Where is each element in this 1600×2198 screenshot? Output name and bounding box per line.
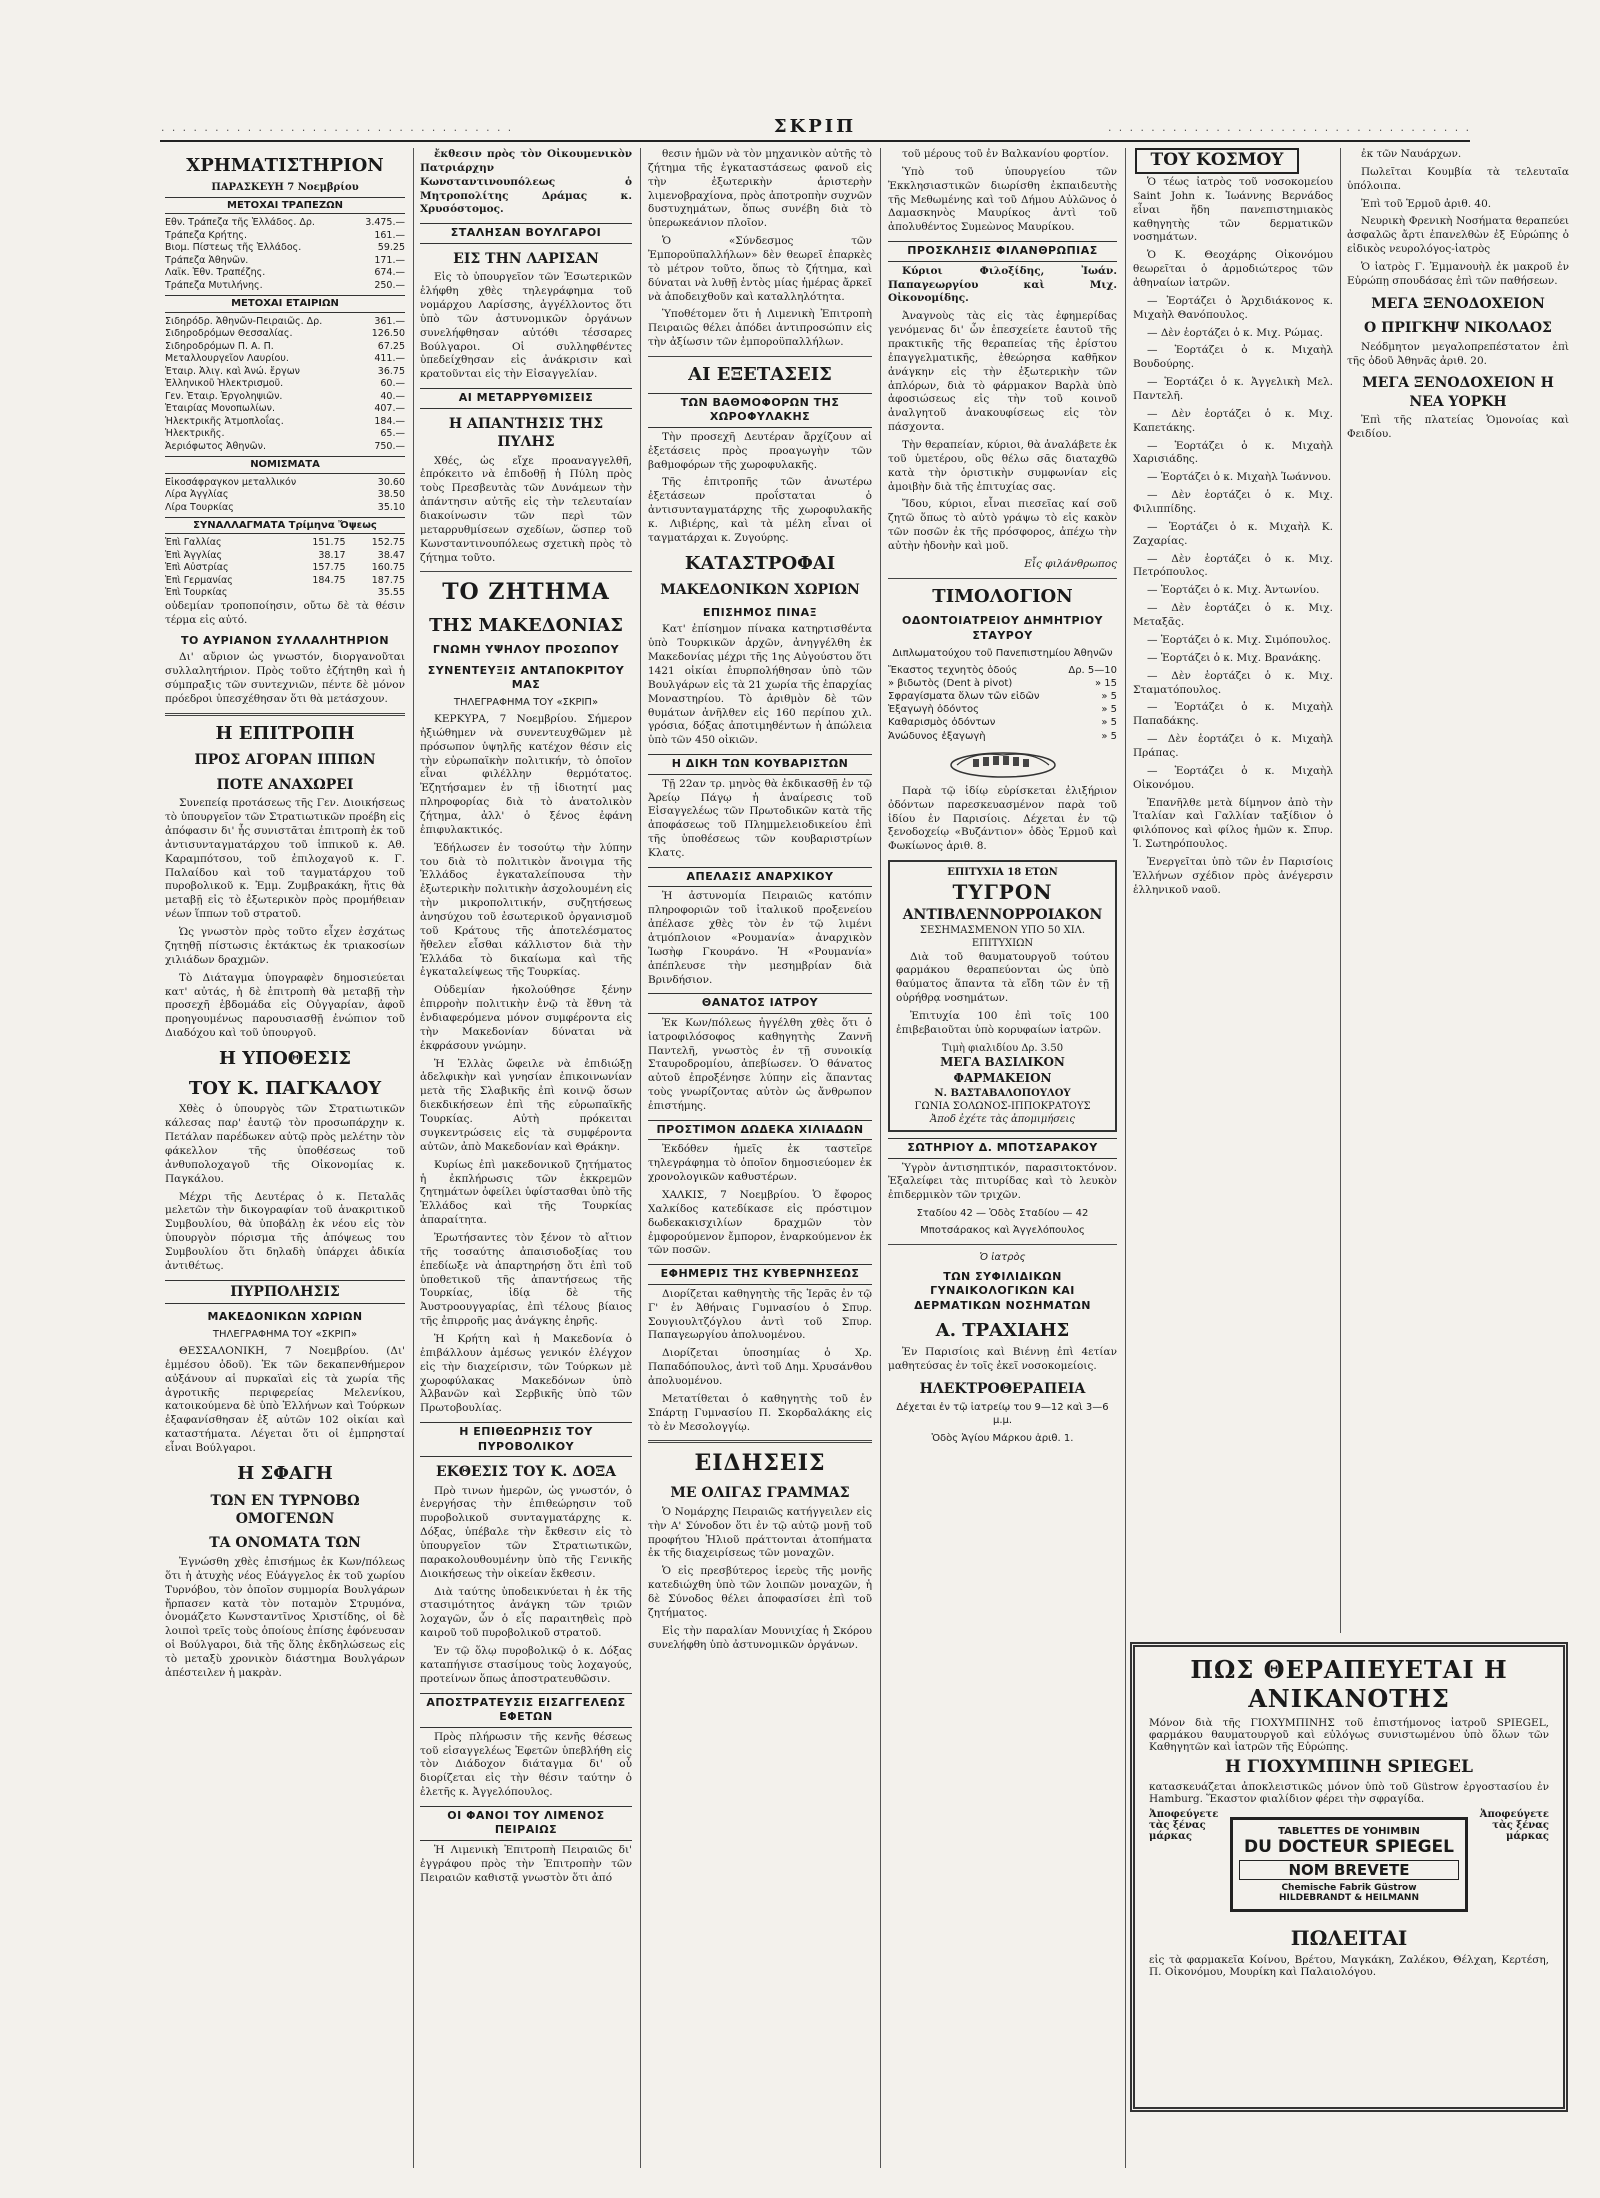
label-line-5: HILDEBRANDT & HEILMANN — [1279, 1893, 1419, 1903]
port-text: Ἡ Λιμενικὴ Ἐπιτροπὴ Πειραιῶς δι' ἐγγράφου πρὸς τὴν Ἐπιτροπὴν τῶν Πειραιῶν καθιστᾷ γνωστὸν ὅτι ἀπό — [420, 1844, 632, 1884]
ad-heading: Ο ΠΡΙΓΚΗΨ ΝΙΚΟΛΑΟΣ — [1364, 320, 1552, 337]
pharmacy-sub: Ν. ΒΑΣΤΑΒΑΛΟΠΟΥΛΟΥ — [934, 1087, 1071, 1099]
welcome-text2: Τὴν θεραπείαν, κύριοι, θὰ ἀναλάβετε ἐκ τοῦ ὑμετέρου, οὓς θέλω σᾶς διαταχθῶ κατὰ τὴν ὁριστικὴν συμφωνίαν εἰς ἀμοιβὴν διὰ τῆς ἐπιτυχίας σας. — [888, 438, 1117, 493]
price-row — [888, 664, 1117, 677]
doctor-text: Ἐν Παρισίοις καὶ Βιέννῃ ἐπὶ 4ετίαν μαθητεύσας ἐν τοῖς ἐκεῖ νοσοκομείοις. — [888, 1346, 1117, 1372]
price-name: Ἔκαστος τεχνητὸς ὀδούς — [888, 664, 1018, 676]
exams-title: ΑΠΟΣΤΡΑΤΕΥΣΙΣ ΕΙΣΑΓΓΕΛΕΩΣ ΕΦΕΤΩΝ — [420, 1693, 632, 1728]
label-line-3: NOM BREVETE — [1239, 1860, 1459, 1880]
pangalos-title: Η ΥΠΟΘΕΣΙΣ — [218, 1047, 352, 1069]
column-rule — [1125, 148, 1126, 2168]
deport-title: ΑΠΕΛΑΣΙΣ ΑΝΑΡΧΙΚΟΥ — [648, 867, 872, 888]
nameday-item: — Ἑορτάζει ὁ κ. Μιχ. Ἀντωνίου. — [1147, 584, 1320, 597]
pharmacy: ΜΕΓΑ ΒΑΣΙΛΙΚΟΝ ΦΑΡΜΑΚΕΙΟΝ — [940, 1054, 1065, 1085]
quote-name: Λαϊκ. Ἐθν. Τραπέζης. — [165, 267, 266, 279]
quote-row — [165, 562, 405, 575]
price-value: Δρ. 5—10 — [1068, 664, 1117, 676]
nameday-item: — Ἑορτάζει ὁ Ἀρχιδιάκονος κ. Μιχαὴλ Θανόπουλος. — [1133, 294, 1333, 321]
world-text2: Ὁ Κ. Θεοχάρης Οἰκονόμου θεωρεῖται ὁ ἀρμοδιώτερος τῶν ἀθηναίων ἰατρῶν. — [1133, 249, 1333, 290]
impotence-sells: ΠΩΛΕΙΤΑΙ — [1290, 1926, 1408, 1950]
question-tele: ΤΗΛΕΓΡΑΦΗΜΑ ΤΟΥ «ΣΚΡΙΠ» — [453, 696, 599, 708]
price-name: Ἐξαγωγὴ ὀδόντος — [888, 704, 979, 716]
deport-text: Ἡ ἀστυνομία Πειραιῶς κατόπιν πληροφοριῶν τοῦ ἰταλικοῦ προξενείου ἀπέλασε χθὲς τὸν ἐν τῷ λιμένι ἀτμόπλοιον «Ρουμανία» ἀναρχικὸν Ἰωσὴφ Γκουράνο. Ἡ «Ρουμανία» ἀπέπλευσε τὴν μεσημβρίαν διὰ Βρινδήσιον. — [648, 890, 872, 986]
price-value: » 15 — [1094, 677, 1117, 689]
price-row — [888, 716, 1117, 729]
quote-row — [165, 403, 405, 416]
quote-name: Λίρα Ἀγγλίας — [165, 489, 229, 501]
quote-name: Βιομ. Πίστεως τῆς Ἑλλάδος. — [165, 242, 302, 254]
companies-table — [165, 316, 405, 454]
exams-title: ΑΙ ΕΞΕΤΑΣΕΙΣ — [688, 364, 832, 386]
pricelist-sub2: Διπλωματούχου τοῦ Πανεπιστημίου Ἀθηνῶν — [892, 647, 1113, 659]
exams-text: Τὴν προσεχῆ Δευτέραν ἄρχίζουν αἱ ἐξετάσεις πρὸς προαγωγὴν τῶν βαθμοφόρων τῆς χωροφυλακῆς. — [648, 430, 872, 471]
ad-text: Ὁ ἰατρὸς Γ. Ἐμμανουὴλ ἐκ μακροῦ ἐν Εὐρώπῃ σπουδάσας ἐπὶ τῶν παθήσεων. — [1347, 261, 1569, 287]
impotence-text2: κατασκευάζεται ἀποκλειστικῶς μόνον ὑπὸ τοῦ Güstrow ἐργοστασίου ἐν Hamburg. Ἕκαστον φιαλίδιον φέρει τὴν σφραγίδα. — [1149, 1781, 1549, 1805]
quote-row — [165, 230, 405, 243]
world-text: Ὁ τέως ἰατρὸς τοῦ νοσοκομείου Saint John κ. Ἰωάννης Βερνάδος εἶναι ἤδη πανεπιστημιακὸς καθηγητὴς τῶν δερματικῶν νοσημάτων. — [1133, 176, 1333, 244]
catastrophe-sub2: ΕΠΙΣΗΜΟΣ ΠΙΝΑΞ — [702, 605, 818, 619]
divider — [888, 578, 1117, 579]
slaughter-sub2: ΤΑ ΟΝΟΜΑΤΑ ΤΩΝ — [209, 1535, 361, 1552]
news-title: ΕΙΔΗΣΕΙΣ — [694, 1450, 826, 1477]
quote-row — [165, 477, 405, 490]
quote-row — [165, 255, 405, 268]
nameday-item: — Δὲν ἑορτάζει ὁ κ. Μιχ. Φιλιππίδης. — [1133, 489, 1333, 516]
quote-value: 161.— — [374, 229, 405, 241]
price-name: Ἀνώδυνος ἐξαγωγὴ — [888, 730, 986, 742]
column-2 — [420, 148, 632, 2168]
quote-row — [165, 587, 405, 600]
yohimbin-label — [1230, 1817, 1468, 1912]
quote-name: Τράπεζα Κρήτης. — [165, 229, 248, 241]
dentures-illustration-icon — [943, 747, 1063, 781]
nameday-item: — Ἑορτάζει ὁ κ. Μιχαὴλ Οἰκονόμου. — [1133, 764, 1333, 791]
impotence-where: εἰς τὰ φαρμακεῖα Κοίνου, Βρέτου, Μαγκάκη, Ζαλέκου, Θέλχαη, Κερτέση, Π. Οἰκονόμου, Μουρίκη καὶ Παλαιολόγου. — [1149, 1954, 1549, 1978]
exchange-title: ΧΡΗΜΑΤΙΣΤΗΡΙΟΝ — [186, 155, 384, 176]
question-text5: Κυρίως ἐπὶ μακεδονικοῦ ζητήματος ἡ ἐκπλήρωσις τῶν ἐκκρεμῶν ζητημάτων ὀφείλει ὑφίστασθαι ὑπὸ τῆς Ἑλλάδος καὶ τῆς Τουρκίας ἀπαραίτητα. — [420, 1158, 632, 1227]
signature: Εἷς φιλάνθρωπος — [1024, 557, 1117, 570]
quote-value: 30.60 — [377, 476, 405, 488]
committee-text2: Ὡς γνωστὸν πρὸς τοῦτο εἶχεν ἐσχάτως ζητηθῇ πίστωσις ἐκτάκτως ἐκ τριακοσίων χιλιάδων δραχμῶν. — [165, 926, 405, 966]
quote-row — [165, 502, 405, 515]
quote-name: Εθν. Τράπεζα τῆς Ἑλλάδος. Δρ. — [165, 217, 315, 229]
price-row — [888, 703, 1117, 716]
question-text6: Ἐρωτήσαντες τὸν ξένον τὸ αἴτιον τῆς τοσαύτης ἀπαισιοδοξίας του ἐπεδίωξε νὰ ἀπαρτηρήσῃ ὅτι ἐπὶ τοῦ ὑποθετικοῦ τῆς ἀπαντήσεως τῆς Τουρκίας, ἰδίᾳ δὲ τῆς Ἀυστροουγγαρίας, ἐπὶ τέλους βίαιος τῆς ἐπιρροῆς μας ἀνάγκης ἐηρῆς. — [420, 1231, 632, 1328]
column-1 — [165, 148, 405, 2168]
column-4 — [888, 148, 1117, 2168]
question-text4: Ἡ Ἑλλὰς ὤφειλε νὰ ἐπιδιώξῃ ἀδελφικὴν καὶ γνησίαν ἐπικοινωνίαν μετὰ τῆς Σλαβικῆς ἐπὶ κοινῷ ὅσων διεκδικήσεων ἐπὶ τῆς εὐρωπαϊκῆς Τουρκίας. Αὐτὴ πρόκειται συγκεντρώσεις εἰς τὰ συμφέροντα αὐτῶν, ἀπὸ Μακεδονίαν καὶ Θράκην. — [420, 1057, 632, 1153]
divider — [648, 1440, 872, 1443]
pricelist-note: Παρὰ τῷ ἰδίῳ εὑρίσκεται ἐλιξήριον ὀδόντων παρεσκευασμένον παρὰ τοῦ ἰδίου ἐν Παρισίοις. Δέχεται ἐν τῷ ξενοδοχείῳ «Βυζάντιον» ὁδὸς Ἑρμοῦ καὶ Φωκίωνος ἀριθ. 8. — [888, 784, 1117, 853]
quote-name: Ἐταιρίας Μονοπωλίων. — [165, 403, 275, 415]
column-5-right — [1347, 148, 1569, 1633]
doctor-hours: Δέχεται ἐν τῷ ἰατρείῳ του 9—12 καὶ 3—6 μ.μ. — [896, 1402, 1109, 1427]
larisa-title: ΣΤΑΛΗΣΑΝ ΒΟΥΛΓΑΡΟΙ — [420, 223, 632, 244]
intro-text3: Ὑποθέτομεν ὅτι ἡ Λιμενικὴ Ἐπιτροπὴ Πειραιῶς θέλει ἀπόδει ἀντιπροσώπιν εἰς τὴν ἀξίωσιν τῶν ἐμποροϋπαλλήλων. — [648, 308, 872, 349]
quote-row — [165, 550, 405, 563]
ad-text: Ἐπὶ τῆς πλατείας Ὁμονοίας καὶ Φειδίου. — [1347, 414, 1569, 441]
question-text3: Οὐδεμίαν ἠκολούθησε ξένην ἐπιρροὴν πολιτικὴν ἐνῷ τὰ ἔθνη τὰ ἐνδιαφερόμενα μόνον συμφέροντα εἰς τὴν Μακεδονίαν δύναται νὰ ἐκφράσουν γνώμην. — [420, 984, 632, 1052]
price-row — [888, 730, 1117, 743]
nameday-item: — Ἑορτάζει ὁ κ. Μιχ. Σιμόπουλος. — [1147, 633, 1331, 646]
quote-row — [165, 575, 405, 588]
nameday-item: — Δὲν ἑορτάζει ὁ κ. Μιχαὴλ Πράπας. — [1133, 733, 1333, 759]
quote-value: 361.— — [374, 315, 405, 327]
quote-row — [165, 341, 405, 354]
quote-row — [165, 428, 405, 441]
question-title: ΤΟ ΖΗΤΗΜΑ — [442, 579, 610, 606]
witness-sub: Η ΑΠΑΝΤΗΣΙΣ ΤΗΣ ΠΥΛΗΣ — [448, 415, 604, 451]
side-right: Ἀποφεύγετε τὰς ξένας μάρκας — [1479, 1809, 1549, 1842]
question-sub: ΤΗΣ ΜΑΚΕΔΟΝΙΑΣ — [429, 614, 623, 636]
committee-title: Η ΕΠΙΤΡΟΠΗ — [215, 722, 355, 744]
quote-value: 152.75 — [371, 537, 405, 549]
question-text: ΚΕΡΚΥΡΑ, 7 Νοεμβρίου. Σήμερον ἠξιώθημεν νὰ συνεντευχθῶμεν μὲ πρόσωπον ὑψηλῆς κατέχον θέσιν εἰς τὴν εὐρωπαϊκὴν πολιτικήν, τὸ ὁποῖον εἶναι φιλέλλην θερμότατος. Ἐζητήσαμεν ἐν τῇ ἰδιοτητί μας πληροφορίας διὰ τὸ ἀνατολικὸν ζήτημα, ἀλλ' ὁ ξένος ἐφάνη ἐπιφυλακτικός. — [420, 713, 632, 836]
column-rule — [413, 148, 414, 2168]
nameday-item: — Δὲν ἑορτάζει ὁ κ. Μιχ. Πετρόπουλος. — [1133, 552, 1333, 579]
doctor-head: Ὁ ἰατρὸς — [979, 1251, 1026, 1263]
coins-head: ΝΟΜΙΣΜΑΤΑ — [165, 456, 405, 473]
quote-value: 35.55 — [377, 587, 405, 599]
question-sub2: ΓΝΩΜΗ ΥΨΗΛΟΥ ΠΡΟΣΩΠΟΥ — [432, 643, 620, 657]
ad-text: Πωλεῖται Κουμβία τὰ τελευταῖα ὑπόλοιπα. — [1347, 165, 1569, 192]
sotiriou-title: ΣΩΤΗΡΙΟΥ Δ. ΜΠΟΤΣΑΡΑΚΟΥ — [888, 1138, 1117, 1159]
price-value: » 5 — [1101, 691, 1117, 703]
column-rule — [640, 148, 641, 2168]
quote-value: 126.50 — [371, 328, 405, 340]
doctor-sub: ΤΩΝ ΣΥΦΙΛΙΔΙΚΩΝ ΓΥΝΑΙΚΟΛΟΓΙΚΩΝ ΚΑΙ ΔΕΡΜΑΤΙΚΩΝ ΝΟΣΗΜΑΤΩΝ — [914, 1269, 1091, 1312]
nameday-item: — Ἑορτάζει ὁ κ. Μιχαὴλ Κ. Ζαχαρίας. — [1133, 520, 1333, 547]
masthead-dots-left: . . . . . . . . . . . . . . . . . . . . . . . . . . . . . . . . . — [160, 124, 513, 134]
priests-title: ΠΡΟΣΤΙΜΟΝ ΔΩΔΕΚΑ ΧΙΛΙΑΔΩΝ — [648, 1120, 872, 1141]
label-line-1: TABLETTES DE YOHIMBIN — [1278, 1826, 1420, 1837]
intro-text: ἔκθεσιν πρὸς τὸν Οἰκουμενικὸν Πατριάρχην Κωνσταντινουπόλεως ὁ Μητροπολίτης Δράμας κ. Χρυσόστομος. — [420, 148, 632, 216]
quote-name: Ἠλεκτρικῆς. — [165, 428, 225, 440]
nameday-item: — Δὲν ἑορτάζει ὁ κ. Μιχ. Μεταξᾶς. — [1133, 602, 1333, 629]
quote-row — [165, 316, 405, 329]
divider — [888, 1244, 1117, 1245]
price-value: » 5 — [1101, 717, 1117, 729]
welcome-text: Ἀναγνοὺς τὰς εἰς τὰς ἐφημερίδας γενόμενας δι' ὧν ἐπεσχείετε ἑαυτοῦ τῆς πρακτικῆς τῆς θεραπείας τῆς ἐρίστου ἐπαγγελματικῆς, ἐθεώρησα καθῆκον ἀνάγκην εἰς τὴν ἐξωτερικὴν τῶν ἀπλόρων, διὰ τὸ φάρμακον Βαρλὰ ὑπὸ ἀφοσιώσεως εἰς τὴν τοῦ κοινοῦ ἀναλγητοῦ ἀνακουφίσεως εἰς τὸν πάσχοντα. — [888, 310, 1117, 434]
committee-sub: ΠΡΟΣ ΑΓΟΡΑΝ ΙΠΠΩΝ — [194, 752, 376, 769]
quote-name: Ἠλεκτρικῆς Ἀτμοπλοΐας. — [165, 415, 284, 427]
right-ads — [1347, 166, 1569, 442]
masthead-title: ΣΚΡΙΠ — [773, 116, 857, 137]
nameday-item: — Ἑορτάζει ὁ κ. Ἀγγελικὴ Μελ. Παντελῆ. — [1133, 376, 1333, 403]
quote-name: Ἑλληνικοῦ Ἠλεκτρισμοῦ. — [165, 378, 284, 390]
larisa-text: Εἰς τὸ ὑπουργεῖον τῶν Ἐσωτερικῶν ἐλήφθη χθὲς τηλεγράφημα τοῦ νομάρχου Λαρίσσης, ἀγγέλλοντος ὅτι ὑπὸ τῶν ἀστυνομικῶν ὀργάνων συνελήφθησαν αὐτόθι τέσσαρες Βούλγαροι. Οἱ συλληφθέντες ὑπεδείχθησαν εἰς ἀνάκρισιν καὶ κρατοῦνται εἰς τὴν Εἰσαγγελίαν. — [420, 271, 632, 381]
quote-value: 750.— — [374, 440, 405, 452]
welcome-sub: Κύριοι Φιλοξίδης, Ἰωάν. Παπαγεωργίου καὶ Μιχ. Οἰκονομίδης. — [888, 264, 1117, 305]
accident-title: ΘΑΝΑΤΟΣ ΙΑΤΡΟΥ — [648, 993, 872, 1014]
tyron-text2: Ἐπιτυχία 100 ἐπὶ τοῖς 100 ἐπιβεβαιοῦται ὑπὸ κορυφαίων ἰατρῶν. — [896, 1009, 1109, 1036]
divider — [648, 356, 872, 357]
price-name: Καθαρισμὸς ὀδόντων — [888, 717, 996, 729]
fires-tele: ΤΗΛΕΓΡΑΦΗΜΑ ΤΟΥ «ΣΚΡΙΠ» — [212, 1328, 358, 1340]
gazette-title: ΕΦΗΜΕΡΙΣ ΤΗΣ ΚΥΒΕΡΝΗΣΕΩΣ — [648, 1264, 872, 1285]
quote-value: 411.— — [374, 353, 405, 365]
price-row — [888, 690, 1117, 703]
tyron-ad — [888, 860, 1117, 1132]
exams-sub: ΤΩΝ ΒΑΘΜΟΦΟΡΩΝ ΤΗΣ ΧΩΡΟΦΥΛΑΚΗΣ — [648, 393, 872, 428]
column-3 — [648, 148, 872, 2168]
quote-value: 65.— — [380, 428, 405, 440]
quote-row — [165, 280, 405, 293]
quote-value: 250.— — [374, 279, 405, 291]
quote-name: Μεταλλουργεῖον Λαυρίου. — [165, 353, 289, 365]
gazette-text: Διορίζεται καθηγητὴς τῆς Ἱερᾶς ἐν τῷ Γ' ἐν Ἀθήναις Γυμνασίου ὁ Σπυρ. Σουγιουλτζόγλου ἀντὶ τοῦ Σπυρ. Παπαγεωργίου ἀπολυομένου. — [648, 1287, 872, 1342]
doctor-name: Α. ΤΡΑΧΙΑΗΣ — [935, 1320, 1070, 1342]
column-rule — [880, 148, 881, 2168]
quote-value: 35.10 — [377, 501, 405, 513]
banks-table — [165, 217, 405, 292]
intro-text: τοῦ μέρους τοῦ ἐν Βαλκανίου φορτίον. — [902, 148, 1109, 160]
quote-name: Σιδηροδρόμων Θεσσαλίας. — [165, 328, 293, 340]
pangalos-text: Χθὲς ὁ ὑπουργὸς τῶν Στρατιωτικῶν κάλεσας παρ' ἑαυτῷ τὸν προσωπάρχην κ. Πετάλαν παρέδωκεν αὐτῷ πρὸς μελέτην τὸν φάκελλον τῆς ὑποθέσεως τοῦ ἀνθυπολοχαγοῦ τῆς Οἰκονομίας κ. Παγκάλου. — [165, 1103, 405, 1185]
catastrophe-text: Κατ' ἐπίσημον πίνακα κατηρτισθέντα ὑπὸ Τουρκικῶν ἀρχῶν, ἀνηγγέλθη ἐκ Μακεδονίας μέχρι τῆς 1ης Αὐγούστου ὅτι 1421 οἰκίαι ἐπυρπολήθησαν ὑπὸ τῶν Βουλγάρων εἰς τὰ 21 χωρία τῆς ἐπαρχίας Μοναστηρίου. Τὸ ἀριθμὸν δὲ τῶν θυμάτων ἀνῆλθεν εἰς 160 περίπου χιλ. γρόσια, δόξας ἀποτιμηθέντων ἡ ἀπώλεια ὑπὸ τῶν 450 οἰκιῶν. — [648, 623, 872, 747]
meeting-title: ΤΟ ΑΥΡΙΑΝΟΝ ΣΥΛΛΑΛΗΤΗΡΙΟΝ — [180, 633, 390, 647]
world-text3: Ἐπανῆλθε μετὰ δίμηνον ἀπὸ τὴν Ἰταλίαν καὶ Γαλλίαν ταξίδιον ὁ φιλόπονος καὶ φίλος ἡμῶν κ. Σπυρ. Ἰ. Σωτηρόπουλος. — [1133, 796, 1333, 851]
quote-name: Σιδηρόδρ. Ἀθηνῶν-Πειραιῶς. Δρ. — [165, 315, 323, 327]
column-rule — [1340, 148, 1341, 1633]
coins-table — [165, 477, 405, 515]
pharmacy-note: Ἀποδ ἐχέτε τὰς ἀπομιμήσεις — [930, 1113, 1075, 1125]
priests-text2: ΧΑΛΚΙΣ, 7 Νοεμβρίου. Ὁ ἔφορος Χαλκίδος κατεδίκασε εἰς πρόστιμον δωδεκακισχιλίων δραχμῶν τὸν ἐμφορούμενον ἔμπορον, ἐναρκούμενον ἐκ τῶν ποσῶν. — [648, 1188, 872, 1257]
impotence-title: ΠΩΣ ΘΕΡΑΠΕΥΕΤΑΙ Η ΑΝΙΚΑΝΟΤΗΣ — [1190, 1655, 1508, 1713]
divider — [420, 571, 632, 572]
nameday-item: — Ἑορτάζει ὁ κ. Μιχαὴλ Ἰωάννου. — [1147, 471, 1332, 484]
fires-text: ΘΕΣΣΑΛΟΝΙΚΗ, 7 Νοεμβρίου. (Δι' ἐμμέσου ὁδοῦ). Ἐκ τῶν δεκαπενθήμερον αὐξάνουν αἱ πυρκαϊαὶ εἰς τὰ χωρία τῆς ἀγροτικῆς περιφερείας Μελενίκου, κατοικούμενα δὲ ὑπὸ Ἑλλήνων καὶ Τούρκων ἐξαφανίσθησαν ἐξ αὐτῶν 102 οἰκίαι καὶ καταστήματα. Λέγεται ὅτι οἱ ἐμπρησταί εἶναι Βούλγαροι. — [165, 1344, 405, 1454]
quote-row — [165, 537, 405, 550]
quote-value: 674.— — [374, 267, 405, 279]
larisa-sub: ΕΙΣ ΤΗΝ ΛΑΡΙΣΑΝ — [453, 250, 599, 267]
quote-name: Ἐπὶ Γερμανίας — [165, 574, 233, 586]
quote-name: Εἰκοσάφραγκον μεταλλικόν — [165, 476, 297, 488]
slaughter-sub: ΤΩΝ ΕΝ ΤΥΡΝΟΒΩ ΟΜΟΓΕΝΩΝ — [210, 1492, 360, 1528]
world-title: ΤΟΥ ΚΟΣΜΟΥ — [1135, 148, 1299, 174]
slaughter-title: Η ΣΦΑΓΗ — [237, 1462, 333, 1484]
right-text: ἐκ τῶν Ναυάρχων. — [1361, 148, 1462, 160]
side-left: Ἀποφεύγετε τὰς ξένας μάρκας — [1149, 1809, 1219, 1842]
ephor-text: Πρὸ τινων ἡμερῶν, ὡς γνωστόν, ὁ ἐνεργήσας τὴν ἐπιθεώρησιν τοῦ πυροβολικοῦ συνταγματάρχης κ. Δόξας, ὑπέβαλε τὴν ἔκθεσιν εἰς τὸ ὑπουργεῖον τῶν Στρατιωτικῶν, παρακολουθουμένην ὑπὸ τῆς Γενικῆς Διοικήσεως τὴν οἰκείαν ἔκθεσιν. — [420, 1484, 632, 1580]
names-list — [1133, 295, 1333, 793]
quote-row — [165, 366, 405, 379]
world-text4: Ἐνεργεῖται ὑπὸ τῶν ἐν Παρισίοις Ἑλλήνων σχέδιον πρὸς ἀνέγερσιν ἑλληνικοῦ ναοῦ. — [1133, 855, 1333, 896]
welcome-text3: Ἴδου, κύριοι, εἶναι πιεσεῖας καί σοῦ ζητῶ ὅπως τὸ αὐτὸ γράψω τὸ εἰς κακὸν τῶν ποσῶν ἐκ τῆς πρόσφορος, ἀπέχω τὴν αὐτὴν ἡδονὴν καὶ μοῦ. — [888, 498, 1117, 552]
quote-name: Τράπεζα Μυτιλήνης. — [165, 279, 263, 291]
quote-name: Ἐπὶ Τουρκίας — [165, 587, 228, 599]
catastrophe-title: ΚΑΤΑΣΤΡΟΦΑΙ — [684, 552, 836, 574]
fx-head: ΣΥΝΑΛΛΑΓΜΑΤΑ Τρίμηνα Ὄψεως — [165, 517, 405, 534]
tyron-title: ΤΥΓΡΟΝ — [952, 880, 1053, 905]
sotiriou-sub: Μποτσάρακος καὶ Ἀγγελόπουλος — [920, 1225, 1085, 1237]
question-text7: Ἡ Κρήτη καὶ ἡ Μακεδονία ὁ ἐπιβάλλουν ἀμέσως γενικόν ἐλέγχον εἰς τὴν διαχείρισιν, τῶν Τούρκων μὲ χωροφύλακας Μακεδόνων ὑπὸ Ἀλβανῶν καὶ Σερβικῆς ὑπὸ τῶν Πρωτοβουλίας. — [420, 1332, 632, 1415]
quote-value: 38.50 — [377, 489, 405, 501]
quote-value: 407.— — [374, 403, 405, 415]
quote-value: 38.17 — [318, 549, 346, 561]
slaughter-text: Ἐγνώσθη χθὲς ἐπισήμως ἐκ Κων/πόλεως ὅτι ἡ ἀτυχὴς νέος Εὐάγγελος ἐκ τοῦ χωρίου Τυρνόβου, τὸν ὁποῖον συμμορία Βουλγάρων ἤρπασεν κατὰ τὸν ποταμὸν Στρυμόνα, ὀνομάζετο Κωνσταντῖνος Χριστίδης, οἱ δὲ λοιποὶ τρεῖς τοὺς ὁποίους ἐπίσης ἐφόνευσαν οἱ Βούλγαροι, διὰ τῆς ὅλης ἐκδηλώσεως εἰς τὸ μεταξὺ χρονικὸν διάστημα Βουλγάρων ἀπέστειλεν ἡ μακρὰν. — [165, 1555, 405, 1679]
price-name: Σφραγίσματα ὅλων τῶν εἰδῶν — [888, 691, 1040, 703]
priests-text: Ἐκδόθεν ἡμεῖς ἐκ ταστεῖρε τηλεγράφημα τὸ ὁποῖον δημοσιεύομεν ἐκ χρονολογικῶν καθυστέρων. — [648, 1143, 872, 1184]
quote-value: 40.— — [380, 390, 405, 402]
quote-name: Σιδηροδρόμων Π. Α. Π. — [165, 340, 274, 352]
masthead — [160, 118, 1470, 142]
gazette-text3: Μετατίθεται ὁ καθηγητὴς τοῦ ἐν Σπάρτῃ Γυμνασίου Π. Σκορδαλάκης εἰς τὸ ἐν Μεσολογγίῳ. — [648, 1392, 872, 1433]
ad-heading: ΜΕΓΑ ΞΕΝΟΔΟΧΕΙΟΝ — [1371, 295, 1545, 312]
label-line-4: Chemische Fabrik Güstrow — [1281, 1883, 1417, 1893]
quote-value: 3.475.— — [365, 217, 405, 229]
ad-text: Νευρικὴ Φρενικὴ Νοσήματα θεραπεύει ἀσφαλῶς ἄρτι ἐπανελθὼν ἐξ Εὐρώπης ὁ εἰδικὸς νευρολόγος-ἰατρὸς — [1347, 215, 1569, 256]
quote-value: 59.25 — [377, 242, 405, 254]
ad-heading: ΜΕΓΑ ΞΕΝΟΔΟΧΕΙΟΝ Η ΝΕΑ ΥΟΡΚΗ — [1362, 375, 1554, 410]
tyron-sub: ΑΝΤΙΒΛΕΝΝΟΡΡΟΙΑΚΟΝ — [902, 906, 1103, 923]
exchange-date: ΠΑΡΑΣΚΕΥΗ 7 Νοεμβρίου — [211, 181, 359, 193]
ad-side-row — [1149, 1809, 1549, 1920]
sotiriou-text: Ὑγρὸν ἀντισηπτικόν, παρασιτοκτόνον. Ἐξαλείφει τὰς πιτυρίδας καὶ τὸ λευκὸν ἐπιδερμικὸν τῶν τριχῶν. — [888, 1161, 1117, 1202]
quote-value: 184.75 — [312, 574, 346, 586]
nameday-item: — Ἑορτάζει ὁ κ. Μιχαὴλ Παπαδάκης. — [1133, 701, 1333, 728]
tyron-sub2: ΣΕΣΗΜΑΣΜΕΝΟΝ ΥΠΟ 50 ΧΙΛ. ΕΠΙΤΥΧΙΩΝ — [919, 925, 1086, 950]
quote-row — [165, 489, 405, 502]
quote-name: Γεν. Ἑταιρ. Ἐργοληψιῶν. — [165, 390, 283, 402]
ephor-title: Η ΕΠΙΘΕΩΡΗΣΙΣ ΤΟΥ ΠΥΡΟΒΟΛΙΚΟΥ — [420, 1422, 632, 1457]
fx-table — [165, 537, 405, 600]
intro-text: θεσιν ἡμῶν νὰ τὸν μηχανικὸν αὐτῆς τὸ ζήτημα τῆς ἐγκαταστάσεως φανοῦ εἰς τὴν ἐξωτερικὴν ἀριστερὴν λιμενοβραχίονα, πρὸς ἀποτροπὴν συχνῶν δυστυχημάτων, ὅπως συνέβη διὰ τὸ ὑπερωκεάνιον πλοῖον. — [648, 148, 872, 230]
banks-head: ΜΕΤΟΧΑΙ ΤΡΑΠΕΖΩΝ — [165, 197, 405, 214]
price-value: » 5 — [1101, 730, 1117, 742]
fires-title: ΠΥΡΠΟΛΗΣΙΣ — [165, 1280, 405, 1304]
quote-value: 151.75 — [312, 537, 346, 549]
quote-name: Ἀεριόφωτος Ἀθηνῶν. — [165, 440, 266, 452]
quote-value: 160.75 — [371, 562, 405, 574]
news-text: Ὁ Νομάρχης Πειραιῶς κατήγγειλεν εἰς τὴν Α' Σύνοδον ὅτι ἐν τῷ αὐτῷ μονῇ τοῦ προφήτου Ἠλιοῦ πράττονται ἀτοπήματα ἐκ τῆς διαχειρίσεως τῶν μοναχῶν. — [648, 1505, 872, 1560]
ephor-text2: Διὰ ταύτης ὑποδεικνύεται ἡ ἐκ τῆς στασιμότητος ἀνάγκη τῶν τριῶν λοχαγῶν, ὧν ὁ εἷς παραιτηθεὶς πρὸ καιροῦ τοῦ πυροβολικοῦ στρατοῦ. — [420, 1585, 632, 1640]
port-title: ΟΙ ΦΑΝΟΙ ΤΟΥ ΛΙΜΕΝΟΣ ΠΕΙΡΑΙΩΣ — [420, 1806, 632, 1841]
column-5-left — [1133, 176, 1333, 1631]
committee-sub2: ΠΟΤΕ ΑΝΑΧΩΡΕΙ — [216, 776, 354, 793]
nameday-item: — Δὲν ἑορτάζει ὁ κ. Μιχ. Καπετάκης. — [1133, 407, 1333, 434]
quote-row — [165, 416, 405, 429]
quote-value: 187.75 — [371, 574, 405, 586]
committee-text: Συνεπείᾳ προτάσεως τῆς Γεν. Διοικήσεως τὸ ὑπουργεῖον τῶν Στρατιωτικῶν προέβη εἰς ἀπόφασιν δι' ἧς συνιστᾶται ἐπιτροπὴ ἐκ τοῦ ἀντισυνταγματάρχου τοῦ ἱππικοῦ κ. Αθ. Καραμπότσου, τοῦ ἐπιλοχαγοῦ κ. Γ. Παλαίδου καὶ τοῦ ταγματάρχου τοῦ πυροβολικοῦ κ. Ἐμμ. Ζυμβρακάκη, ἥτις θὰ μεταβῇ εἰς τὸ ἐξωτερικὸν πρὸς προμήθειαν νέων ἵππων τοῦ στρατοῦ. — [165, 797, 405, 921]
quote-value: 36.75 — [377, 365, 405, 377]
quote-row — [165, 217, 405, 230]
question-text2: Ἐδήλωσεν ἐν τοσούτῳ τὴν λύπην του διὰ τὸ πολιτικὸν ἄνοιγμα τῆς Ἑλλάδος ἐγκαταλείπουσα τὴν ἐξωτερικὴν πολιτικὴν ἀσχολουμένη εἰς τὴν μικροπολιτικήν, συζητήσεως ἀνησύχου τοῦ ἐσωτερικοῦ ὀργανισμοῦ τοῦ Κράτους τῆς ἀποτελέσματος ἤθελεν εἶσθαι κάλλιστον διὰ τὴν Ἑλλάδα τὸ δικαίωμα καὶ τῆς ἐγκαταλείψεως τῆς Τουρκίας. — [420, 841, 632, 979]
fx-note: οὐδεμίαν τροποποίησιν, οὔτω δὲ τὰ θέσιν τέρμα εἰς αὐτό. — [165, 599, 405, 626]
quote-row — [165, 328, 405, 341]
masthead-dots-right: . . . . . . . . . . . . . . . . . . . . . . . . . . . . . . . . . . — [1106, 124, 1470, 134]
news-sub: ΜΕ ΟΛΙΓΑΣ ΓΡΑΜΜΑΣ — [670, 1485, 850, 1502]
court-text: Τῇ 22αν τρ. μηνὸς θὰ ἐκδικασθῇ ἐν τῷ Ἀρείῳ Πάγῳ ἡ ἀναίρεσις τοῦ Εἰσαγγελέως τῶν Πρωτοδικῶν κατὰ τῆς ἀποφάσεως τοῦ Πλημμελειοδικείου ἐπὶ τῆς ὑποθέσεως τῶν κουβαριστρίων Κλατς. — [648, 777, 872, 859]
price-row — [888, 677, 1117, 690]
quote-name: Ἐταιρ. Ἀλιγ. καὶ Ἀνώ. ἔργων — [165, 365, 300, 377]
witness-text: Χθές, ὡς εἴχε προαναγγελθῆ, ἐπρόκειτο νὰ ἐπιδοθῇ ἡ Πύλη πρὸς τοὺς Πρεσβευτὰς τῶν Δυνάμεων τὴν ἀπάντησιν αὐτῆς εἰς τὴν τελευταίαν διακοίνωσιν τῶν περὶ τῶν μεταρρυθμίσεων σχεδίων, ὥσπερ τοῦ Κωνσταντινουπόλεως σχετικὴ πρὸς τὸ ζήτημα τοῦτο. — [420, 454, 632, 564]
witness-title: ΑΙ ΜΕΤΑΡΡΥΘΜΙΣΕΙΣ — [420, 388, 632, 409]
quote-row — [165, 242, 405, 255]
electro: ΗΛΕΚΤΡΟΘΕΡΑΠΕΙΑ — [919, 1380, 1086, 1397]
news-text2: Ὁ εἰς πρεσβύτερος ἱερεὺς τῆς μονῆς κατεδιώχθη ὑπὸ τῶν λοιπῶν μοναχῶν, ἡ δὲ Σύνοδος θέλει ἀποφασίσει ἐπὶ τοῦ ζητήματος. — [648, 1565, 872, 1619]
court-title: Η ΔΙΚΗ ΤΩΝ ΚΟΥΒΑΡΙΣΤΩΝ — [648, 754, 872, 775]
quote-value: 184.— — [374, 415, 405, 427]
sotiriou-addr: Σταδίου 42 — Ὁδὸς Σταδίου — 42 — [916, 1208, 1089, 1220]
nameday-item: — Δὲν ἑορτάζει ὁ κ. Μιχ. Σταματόπουλος. — [1133, 669, 1333, 696]
pricelist-sub: ΟΔΟΝΤΟΙΑΤΡΕΙΟΥ ΔΗΜΗΤΡΙΟΥ ΣΤΑΥΡΟΥ — [901, 614, 1104, 642]
quote-value: 60.— — [380, 378, 405, 390]
price-value: » 5 — [1101, 704, 1117, 716]
ephor-text3: Ἐν τῷ ὅλῳ πυροβολικῷ ὁ κ. Δόξας καταπήγισε στασίμους τοὺς λοχαγούς, προτείνων ὅπως ἀποστρατευθῶσιν. — [420, 1645, 632, 1685]
quote-row — [165, 267, 405, 280]
intro-text2: Ὑπὸ τοῦ ὑπουργείου τῶν Ἐκκλησιαστικῶν διωρίσθη ἐκπαιδευτὴς τῆς Μεθωμένης καὶ τοῦ Δήμου Αὐλῶνος ὁ Δαμασκηνὸς Μαυρίκος ἀντὶ τοῦ ἀπολυθέντος Συμεὼνος Μαυρίκου. — [888, 165, 1117, 234]
ad-text: Ἐπὶ τοῦ Ἑρμοῦ ἀριθ. 40. — [1361, 197, 1492, 210]
pangalos-sub: ΤΟΥ Κ. ΠΑΓΚΑΛΟΥ — [188, 1077, 382, 1099]
intro-text2: Ὁ «Σύνδεσμος τῶν Ἐμποροϋπαλλήλων» δὲν θεωρεῖ ἐπαρκὲς τὸ μέτρον τοῦτο, ὅπως τὸ ζήτημα, καὶ δύναται νὰ λυθῇ ἐντὸς μίας ἡμέρας ἄρκεῖ νὰ ἀποδειχθοῦν καὶ καταλληλότητα. — [648, 235, 872, 303]
quote-row — [165, 353, 405, 366]
nameday-item: — Ἑορτάζει ὁ κ. Μιχαὴλ Χαρισιάδης. — [1133, 439, 1333, 466]
news-text3: Εἰς τὴν παραλίαν Μουνιχίας ἡ Σκόρου συνελήφθη ὑπὸ ἀστυνομικῶν ὀργάνων. — [648, 1624, 872, 1651]
pricelist-title: ΤΙΜΟΛΟΓΙΟΝ — [932, 585, 1073, 607]
fires-sub: ΜΑΚΕΔΟΝΙΚΩΝ ΧΩΡΙΩΝ — [207, 1310, 363, 1324]
price-list — [888, 664, 1117, 743]
doctor-addr: Ὁδὸς Ἁγίου Μάρκου ἀριθ. 1. — [931, 1432, 1074, 1444]
quote-row — [165, 441, 405, 454]
quote-value: 171.— — [374, 254, 405, 266]
tyron-text: Διὰ τοῦ θαυματουργοῦ τούτου φαρμάκου θεραπεύονται ὡς ὑπὸ θαύματος ἅπαντα τὰ εἴδη τῶν ἐν τῇ οὐρήθρᾳ νοσημάτων. — [896, 950, 1109, 1005]
divider — [165, 713, 405, 716]
quote-name: Ἐπὶ Γαλλίας — [165, 537, 222, 549]
quote-value — [286, 587, 345, 600]
meeting-text: Δι' αὔριον ὡς γνωστόν, διοργανοῦται συλλαλητήριον. Πρὸς τοῦτο ἐζήτηθη καὶ ἡ σύμπραξις τῶν συντεχνιῶν, πέντε δὲ μόνον πρόεδροι ὑπεσχέθησαν ὅτι θὰ μετάσχουν. — [165, 651, 405, 705]
quote-value: 38.47 — [377, 549, 405, 561]
quote-name: Λίρα Τουρκίας — [165, 501, 234, 513]
quote-value: 67.25 — [377, 340, 405, 352]
companies-head: ΜΕΤΟΧΑΙ ΕΤΑΙΡΙΩΝ — [165, 295, 405, 312]
impotence-ad — [1130, 1642, 1568, 2112]
quote-name: Ἐπὶ Ἀγγλίας — [165, 549, 223, 561]
accident-text: Ἐκ Κων/πόλεως ἠγγέλθη χθὲς ὅτι ὁ ἰατροφιλόσοφος καθηγητὴς Ζαννῆ Παντελῆ, γνωστὸς ἐν τῇ συνοικίᾳ Σταυροδρομίου, ἀπεβίωσεν. Ὁ θάνατος αὐτοῦ ἐπροξένησε λύπην εἰς ἅπαντας τοὺς γνωρίζοντας αὐτὸν ὡς ἄνθρωπον ἐπιστήμης. — [648, 1016, 872, 1113]
nameday-item: — Δὲν ἑορτάζει ὁ κ. Μιχ. Ρώμας. — [1147, 326, 1323, 339]
tyron-price: Τιμὴ φιαλιδίου Δρ. 3.50 — [941, 1042, 1064, 1054]
question-sub3: ΣΥΝΕΝΤΕΥΞΙΣ ΑΝΤΑΠΟΚΡΙΤΟΥ ΜΑΣ — [427, 663, 625, 692]
exams-text2: Τῆς ἐπιτροπῆς τῶν ἀνωτέρω ἐξετάσεων προΐσταται ὁ ἀντισυνταγματάρχης τῆς χωροφυλακῆς κ. Λιβιέρης, καὶ τὰ μέλη εἶναι οἱ ταγματάρχαι κ. Ζυγούρης. — [648, 476, 872, 544]
welcome-title: ΠΡΟΣΚΛΗΣΙΣ ΦΙΛΑΝΘΡΩΠΙΑΣ — [888, 241, 1117, 262]
nameday-item: — Ἑορτάζει ὁ κ. Μιχαὴλ Βουδούρης. — [1133, 344, 1333, 371]
quote-name: Τράπεζα Ἀθηνῶν. — [165, 254, 249, 266]
exams-text: Πρὸς πλήρωσιν τῆς κενῆς θέσεως τοῦ εἰσαγγελέως Ἐφετῶν ὑπεβλήθη εἰς τὸν Διάδοχον διάταγμα δι' οὗ διορίζεται εἰς τὴν θέσιν ταύτην ὁ ἐλετῆς κ. Ἀγγελόπουλος. — [420, 1730, 632, 1799]
impotence-text: Μόνον διὰ τῆς ΓΙΟΧΥΜΠΙΝΗΣ τοῦ ἐπιστήμονος ἰατροῦ SPIEGEL, φαρμάκου θαυματουργοῦ καὶ εὐλόγως συνιστωμένου ὑπὸ ὅλων τῶν Καθηγητῶν καὶ ἰατρῶν τῆς Εὐρώπης. — [1149, 1717, 1549, 1753]
price-name: » βιδωτὸς (Dent à pivot) — [888, 677, 1013, 689]
committee-text3: Τὸ Διάταγμα ὑπογραφὲν δημοσιεύεται κατ' αὐτάς, ἡ δὲ ἐπιτροπὴ θὰ μεταβῇ τὴν προσεχῆ ἑβδομάδα εἰς Οὐγγαρίαν, ἀφοῦ προηγουμένως παρουσιασθῇ ἐνώπιον τοῦ Διαδόχου καὶ τοῦ ὑπουργοῦ. — [165, 971, 405, 1040]
impotence-brand: Η ΓΙΟΧΥΜΠΙΝΗ SPIEGEL — [1225, 1757, 1473, 1777]
label-line-2: DU DOCTEUR SPIEGEL — [1244, 1837, 1454, 1857]
gazette-text2: Διορίζεται ὑποσημίας ὁ Χρ. Παπαδόπουλος, ἀντὶ τοῦ Δημ. Χρυσάνθου ἀπολυομένου. — [648, 1347, 872, 1387]
quote-row — [165, 391, 405, 404]
quote-name: Ἐπὶ Αὐστρίας — [165, 562, 229, 574]
ephor-sub: ΕΚΘΕΣΙΣ ΤΟΥ Κ. ΔΟΞΑ — [435, 1464, 617, 1481]
pangalos-text2: Μέχρι τῆς Δευτέρας ὁ κ. Πεταλᾶς μελετῶν τὴν δικογραφίαν τοῦ ἀνακριτικοῦ Συμβουλίου, θὰ ὑποβάλῃ ἐκ νέου εἰς τὸν ὑπουργὸν πόρισμα τῆς ἀπόψεως του Συμβουλίου ὅτι δηλαδὴ ὑπάρχει ἀδικία ἀντιθέτως. — [165, 1190, 405, 1272]
tyron-head: ΕΠΙΤΥΧΙΑ 18 ΕΤΩΝ — [947, 867, 1058, 879]
nameday-item: — Ἑορτάζει ὁ κ. Μιχ. Βρανάκης. — [1147, 651, 1321, 664]
catastrophe-sub: ΜΑΚΕΔΟΝΙΚΩΝ ΧΩΡΙΩΝ — [660, 582, 860, 599]
pharmacy-addr: ΓΩΝΙΑ ΣΟΛΩΝΟΣ-ΙΠΠΟΚΡΑΤΟΥΣ — [914, 1100, 1091, 1112]
quote-value: 157.75 — [312, 562, 346, 574]
quote-row — [165, 378, 405, 391]
ad-text: Νεόδμητον μεγαλοπρεπέστατον ἐπὶ τῆς ὁδοῦ Ἀθηνᾶς ἀριθ. 20. — [1347, 340, 1569, 367]
